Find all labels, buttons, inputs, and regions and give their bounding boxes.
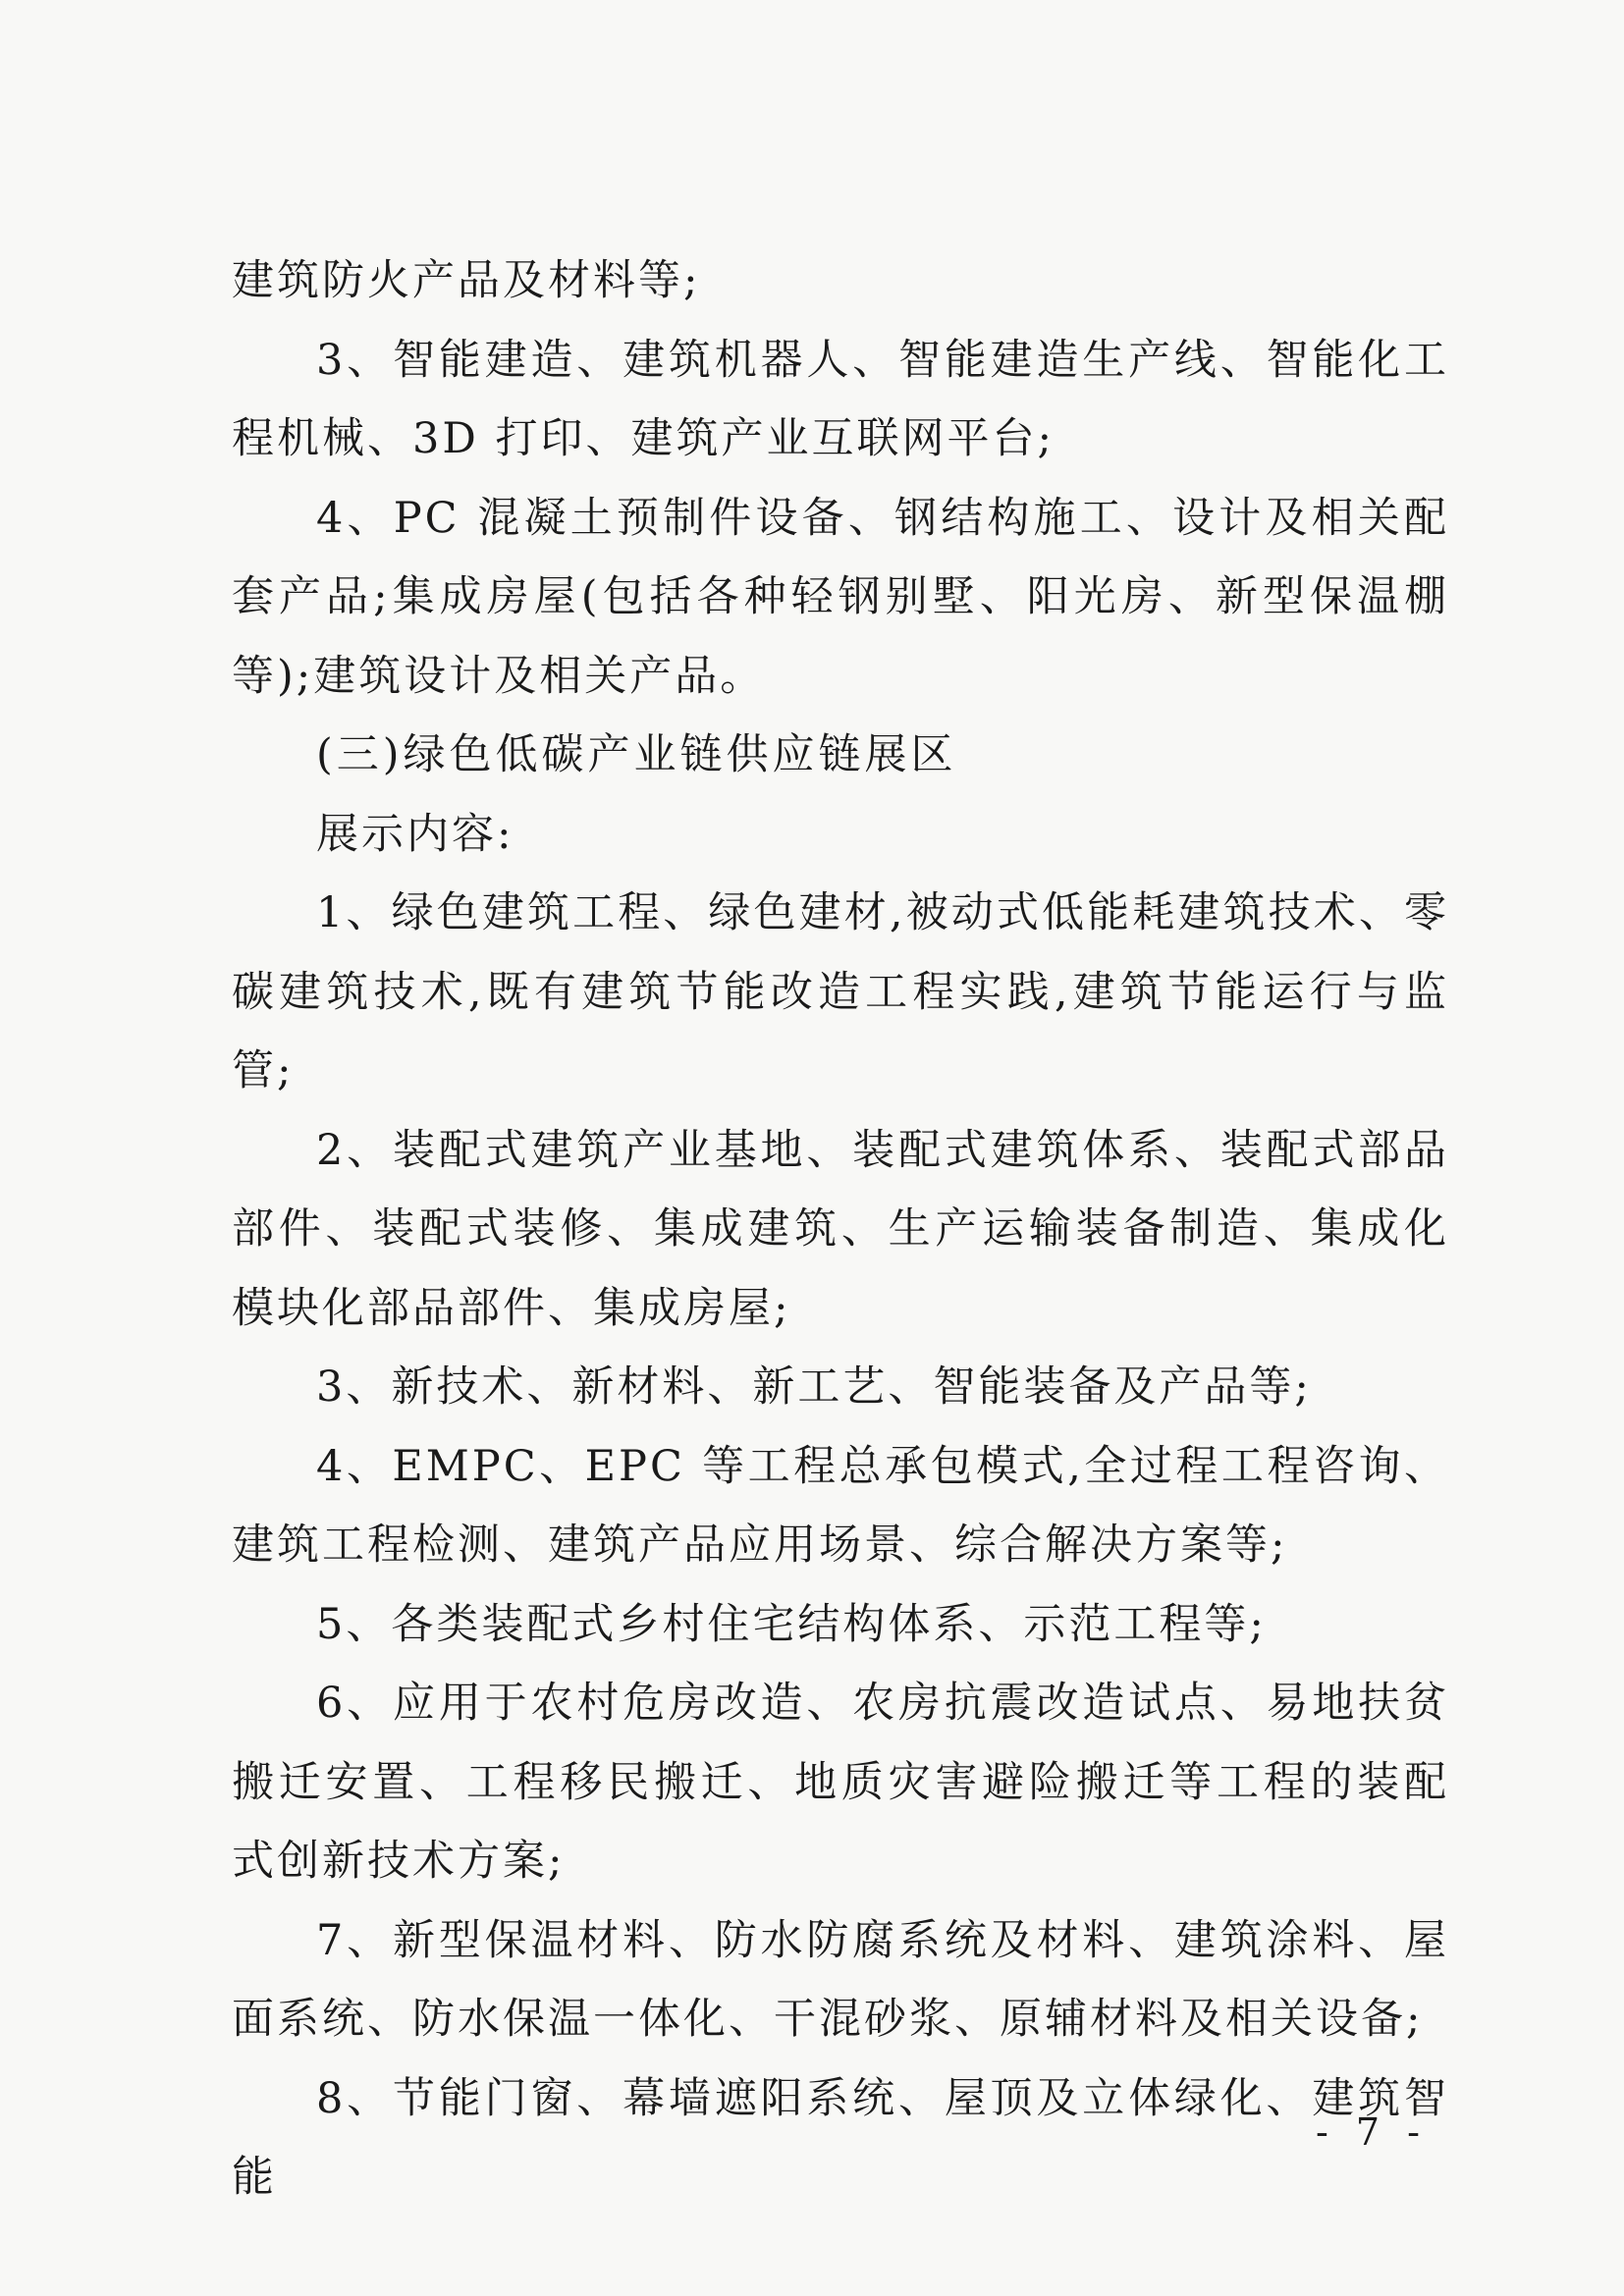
list-item: 4、PC 混凝土预制件设备、钢结构施工、设计及相关配套产品;集成房屋(包括各种轻钢别墅、阳光房、新型保温棚等);建筑设计及相关产品。 [232,493,1449,701]
list-item: 2、装配式建筑产业基地、装配式建筑体系、装配式部品部件、装配式装修、集成建筑、生产运输装备制造、集成化模块化部品部件、集成房屋; [232,1125,1449,1333]
list-item: 3、新技术、新材料、新工艺、智能装备及产品等; [316,1362,1312,1412]
list-item: 3、智能建造、建筑机器人、智能建造生产线、智能化工程机械、3D 打印、建筑产业互联网平台; [232,335,1449,463]
page-number: - 7 - [1315,2110,1428,2154]
section-heading: (三)绿色低碳产业链供应链展区 [316,730,957,779]
paragraph-continuation: 建筑防火产品及材料等; [232,256,701,305]
list-item: 4、EMPC、EPC 等工程总承包模式,全过程工程咨询、建筑工程检测、建筑产品应用场景、综合解决方案等; [232,1441,1449,1570]
section-intro: 展示内容: [316,809,514,859]
list-item: 5、各类装配式乡村住宅结构体系、示范工程等; [316,1599,1267,1649]
list-item: 7、新型保温材料、防水防腐系统及材料、建筑涂料、屋面系统、防水保温一体化、干混砂浆、原辅材料及相关设备; [232,1915,1449,2044]
list-item: 1、绿色建筑工程、绿色建材,被动式低能耗建筑技术、零碳建筑技术,既有建筑节能改造工程实践,建筑节能运行与监管; [232,888,1449,1095]
list-item: 8、节能门窗、幕墙遮阳系统、屋顶及立体绿化、建筑智能 [232,2073,1449,2202]
list-item: 6、应用于农村危房改造、农房抗震改造试点、易地扶贫搬迁安置、工程移民搬迁、地质灾害避险搬迁等工程的装配式创新技术方案; [232,1679,1449,1886]
body-text [232,241,1449,2217]
